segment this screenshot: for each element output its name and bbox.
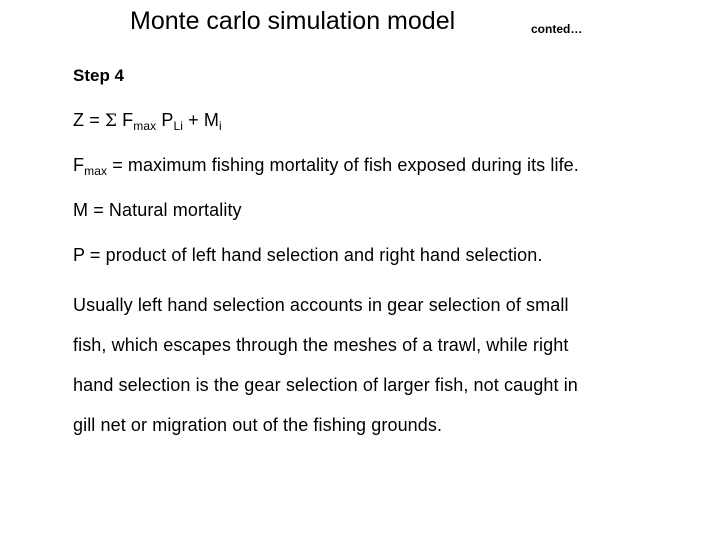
formula-f: F	[122, 110, 134, 130]
formula-line	[73, 110, 222, 133]
formula-m-subscript: i	[218, 119, 222, 133]
paragraph-line: Usually left hand selection accounts in gear selection of small	[73, 295, 569, 315]
explanation-paragraph	[73, 285, 673, 445]
paragraph-line: fish, which escapes through the meshes of a trawl, while right	[73, 335, 569, 355]
formula-p-subscript: Li	[173, 119, 184, 133]
formula-z: Z =	[73, 110, 100, 130]
slide-title: Monte carlo simulation model	[130, 7, 456, 35]
definition-fmax	[73, 155, 579, 178]
formula-p: P	[161, 110, 174, 130]
formula-m: M	[203, 110, 219, 130]
formula-f-subscript: max	[133, 119, 157, 133]
fmax-symbol: F	[73, 155, 85, 175]
definition-m: M = Natural mortality	[73, 200, 242, 220]
step-heading: Step 4	[73, 66, 125, 85]
definition-p: P = product of left hand selection and right hand selection.	[73, 245, 543, 265]
fmax-subscript: max	[84, 164, 108, 178]
slide-subtitle: conted…	[531, 22, 583, 36]
fmax-text: = maximum fishing mortality of fish exposed during its life.	[112, 155, 579, 175]
formula-sigma: Σ	[104, 111, 118, 131]
paragraph-line: hand selection is the gear selection of larger fish, not caught in	[73, 375, 578, 395]
formula-plus: +	[188, 110, 199, 130]
paragraph-line: gill net or migration out of the fishing grounds.	[73, 415, 443, 435]
